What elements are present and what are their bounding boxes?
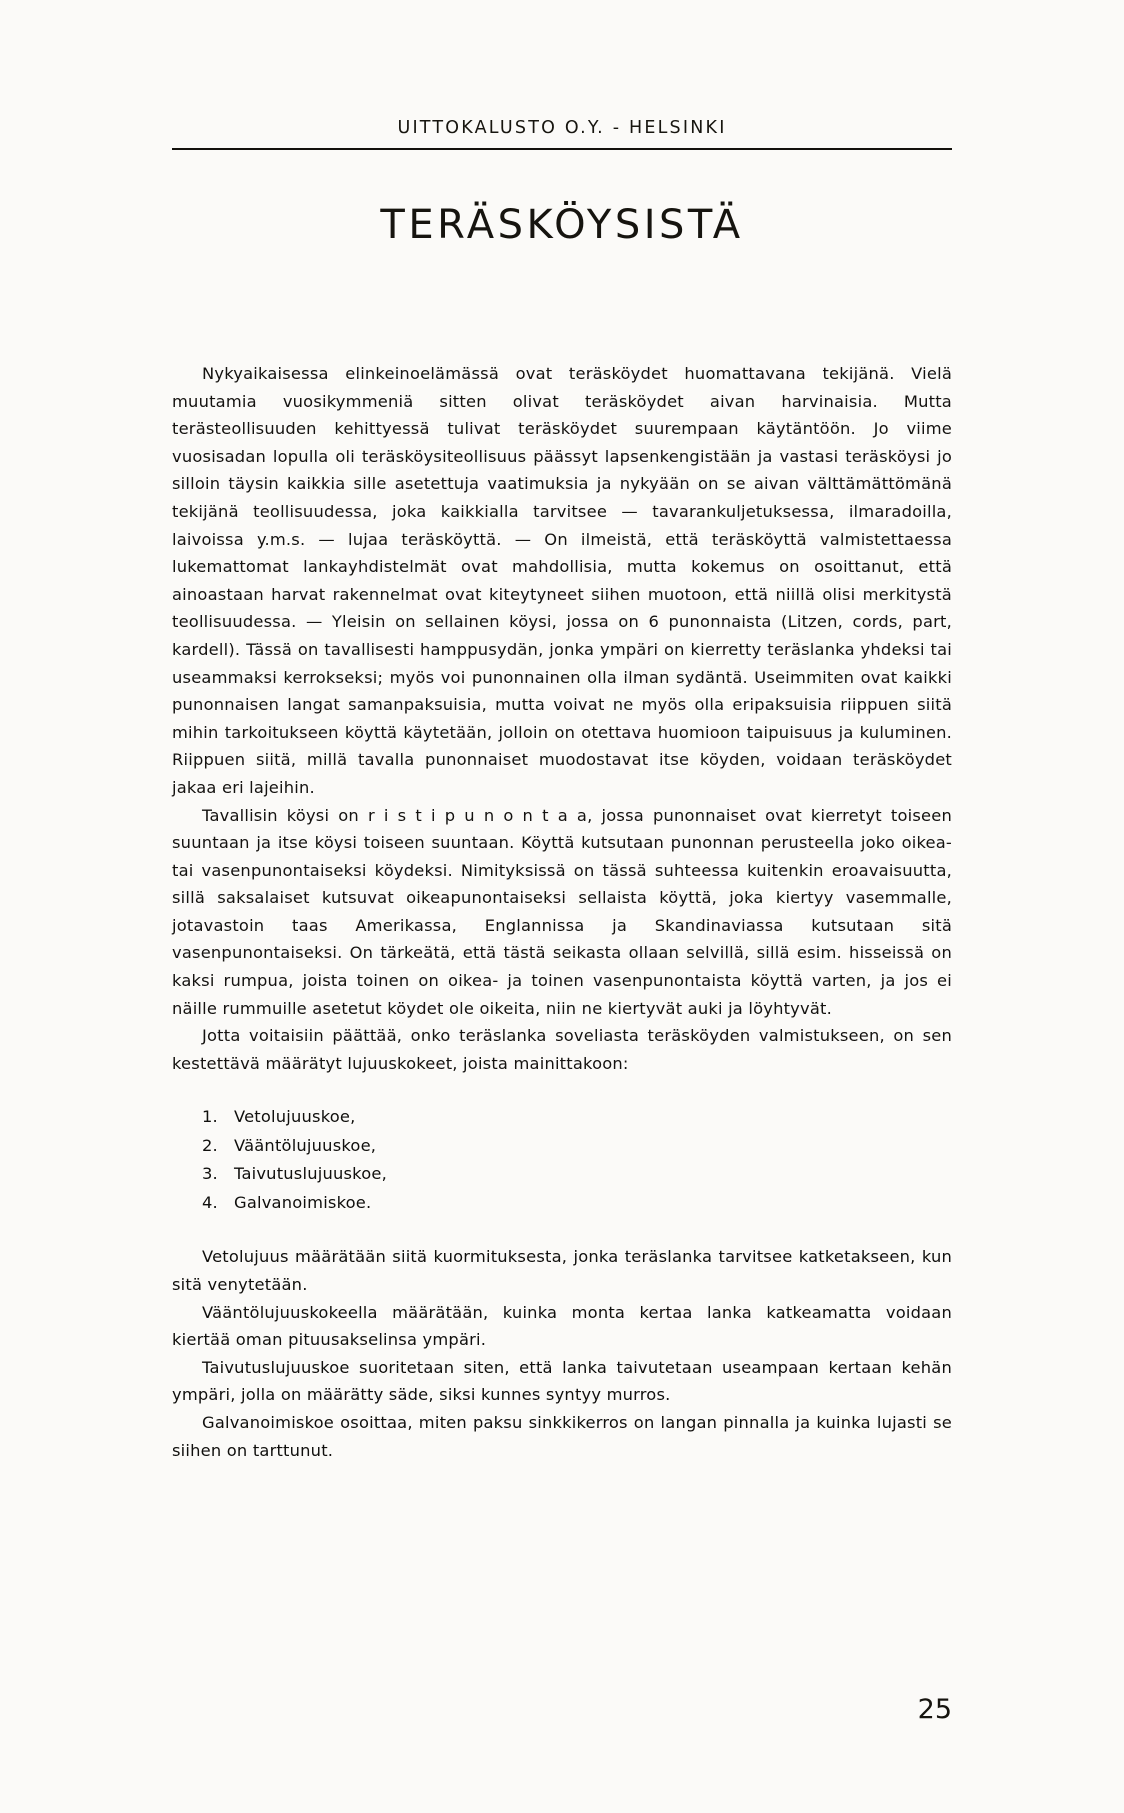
list-item-label: Vetolujuuskoe, — [234, 1107, 356, 1127]
list-item-number: 3. — [202, 1164, 218, 1184]
body-text — [172, 360, 952, 1077]
paragraph-3: Jotta voitaisiin päättää, onko teräslanka soveliasta teräsköyden valmistukseen, on sen kestettävä määrätyt lujuuskokeet, joista mainittakoon: — [172, 1026, 952, 1073]
list-item-number: 4. — [202, 1192, 218, 1212]
page-content — [172, 118, 952, 1464]
paragraph-2: Tavallisin köysi on r i s t i p u n o n t a a, jossa punonnaiset ovat kierretyt toiseen suuntaan ja itse köysi toiseen suuntaan. Köyttä kutsutaan punonnan perusteella joko oikea- tai vasenpunontaiseksi köydeksi. Nimityksissä on tässä suhteessa kuitenkin eroavaisuutta, sillä saksalaiset kutsuvat oikeapunontaiseksi sellaista köyttä, joka kiertyy vasemmalle, jotavastoin taas Amerikassa, Englannissa ja Skandinaviassa kutsutaan sitä vasenpunontaiseksi. On tärkeätä, että tästä seikasta ollaan selvillä, sillä esim. hisseissä on kaksi rumpua, joista toinen on oikea- ja toinen vasenpunontaista köyttä varten, ja jos ei näille rummuille asetetut köydet ole oikeita, niin ne kiertyvät auki ja löyhtyvät. — [172, 805, 952, 1018]
header-rule — [172, 148, 952, 150]
list-item-label: Taivutuslujuuskoe, — [234, 1164, 387, 1184]
page-title: TERÄSKÖYSISTÄ — [380, 202, 744, 248]
paragraph-1: Nykyaikaisessa elinkeinoelämässä ovat teräsköydet huomattavana tekijänä. Vielä muutamia vuosikymmeniä sitten olivat teräsköydet aivan harvinaisia. Mutta terästeollisuuden kehittyessä tulivat teräsköydet suurempaan käytäntöön. Jo viime vuosisadan lopulla oli teräsköysiteollisuus päässyt lapsenkengistään ja vastasi teräsköysi jo silloin täysin kaikkia sille asetettuja vaatimuksia ja nykyään on se aivan välttämättömänä tekijänä teollisuudessa, joka kaikkialla tarvitsee — tavarankuljetuksessa, ilmaradoilla, laivoissa y.m.s. — lujaa teräsköyttä. — On ilmeistä, että teräsköyttä valmistettaessa lukemattomat lankayhdistelmät ovat mahdollisia, mutta kokemus on osoittanut, että ainoastaan harvat rakennelmat ovat kiteytyneet siihen muotoon, että niillä olisi merkitystä teollisuudessa. — Yleisin on sellainen köysi, jossa on 6 punonnaista (Litzen, cords, part, kardell). Tässä on tavallisesti hamppusydän, jonka ympäri on kierretty teräslanka yhdeksi tai useammaksi kerrokseksi; myös voi punonnainen olla ilman sydäntä. Useimmiten ovat kaikki punonnaisen langat samanpaksuisia, mutta voivat ne myös olla eripaksuisia riippuen siitä mihin tarkoitukseen köyttä käytetään, jolloin on otettava huomioon taipuisuus ja kuluminen. Riippuen siitä, millä tavalla punonnaiset muodostavat itse köyden, voidaan teräsköydet jakaa eri lajeihin. — [172, 364, 952, 797]
list-item — [172, 1189, 952, 1218]
list-item-number: 1. — [202, 1107, 218, 1127]
list-item — [172, 1132, 952, 1161]
list-item-label: Vääntölujuuskoe, — [234, 1135, 377, 1155]
paragraph-7: Galvanoimiskoe osoittaa, miten paksu sinkkikerros on langan pinnalla ja kuinka lujasti se siihen on tarttunut. — [172, 1413, 952, 1460]
running-head: UITTOKALUSTO O.Y. - HELSINKI — [397, 118, 727, 138]
paragraph-6: Taivutuslujuuskoe suoritetaan siten, että lanka taivutetaan useampaan kertaan kehän ympäri, jolla on määrätty säde, siksi kunnes syntyy murros. — [172, 1357, 952, 1405]
list-item — [172, 1160, 952, 1189]
paragraph-4: Vetolujuus määrätään siitä kuormituksesta, jonka teräslanka tarvitsee katketakseen, kun sitä venytetään. — [172, 1247, 952, 1295]
test-list — [172, 1103, 952, 1217]
list-item-number: 2. — [202, 1135, 218, 1155]
list-item — [172, 1103, 952, 1132]
paragraph-5: Vääntölujuuskokeella määrätään, kuinka monta kertaa lanka katkeamatta voidaan kiertää oman pituusakselinsa ympäri. — [172, 1302, 952, 1350]
list-item-label: Galvanoimiskoe. — [234, 1192, 372, 1212]
body-text-after-list — [172, 1243, 952, 1464]
page-number: 25 — [917, 1694, 952, 1725]
